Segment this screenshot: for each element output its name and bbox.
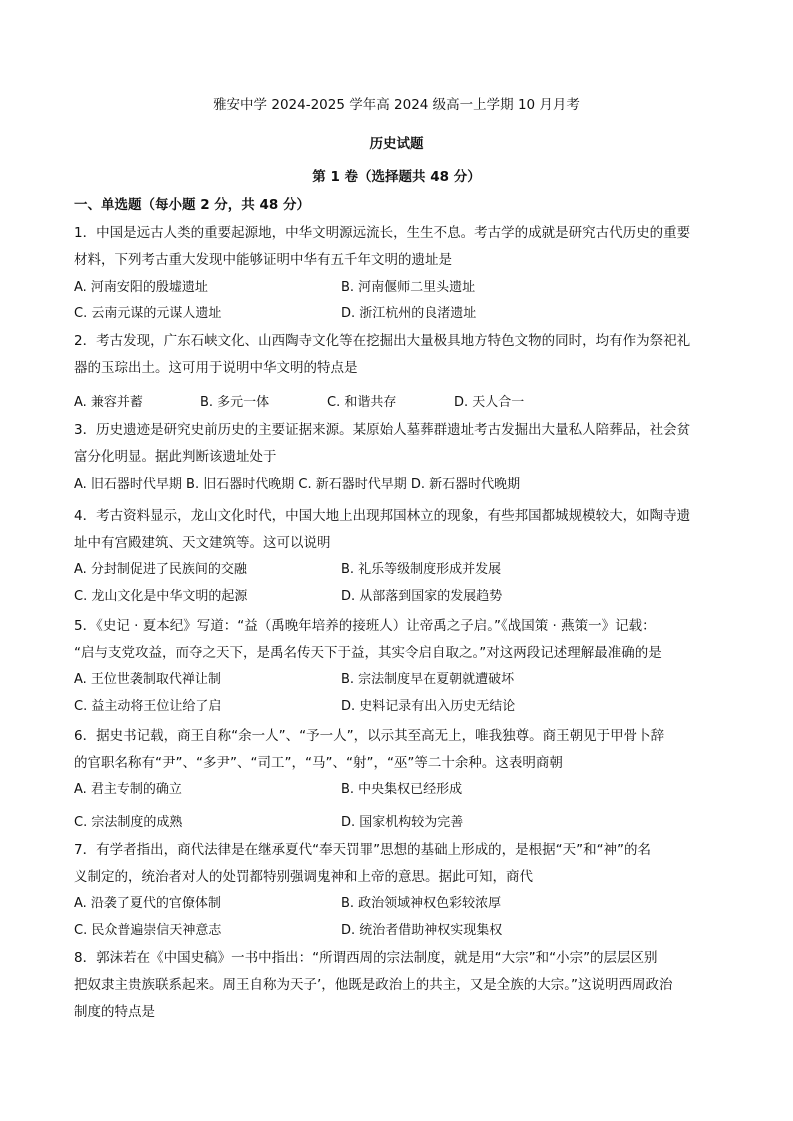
question-6-option-c: C. 宗法制度的成熟 — [74, 815, 183, 830]
question-4-option-a: A. 分封制促进了民族间的交融 — [74, 562, 247, 577]
question-2-option-d: D. 天人合一 — [454, 395, 525, 410]
question-6-option-b: B. 中央集权已经形成 — [341, 782, 463, 797]
question-6-option-d: D. 国家机构较为完善 — [341, 815, 464, 830]
section-heading: 一、单选题（每小题 2 分，共 48 分） — [74, 197, 310, 213]
question-4-option-d: D. 从部落到国家的发展趋势 — [341, 589, 503, 604]
question-2-option-b: B. 多元一体 — [200, 395, 270, 410]
question-1-option-b: B. 河南偃师二里头遗址 — [341, 280, 476, 295]
question-5-option-c: C. 益主动将王位让给了启 — [74, 699, 222, 714]
question-4-line-1: 4．考古资料显示，龙山文化时代，中国大地上出现邦国林立的现象，有些邦国都城规模较大，如陶寺遗 — [74, 508, 691, 524]
question-5-option-b: B. 宗法制度早在夏朝就遭破坏 — [341, 672, 515, 687]
exam-title: 雅安中学 2024-2025 学年高 2024 级高一上学期 10 月月考 — [213, 97, 580, 113]
question-7-option-a: A. 沿袭了夏代的官僚体制 — [74, 896, 221, 911]
question-6-line-1: 6．据史书记载，商王自称“余一人”、“予一人”，以示其至高无上，唯我独尊。商王朝见于甲骨卜辞 — [74, 728, 665, 744]
question-8-line-3: 制度的特点是 — [74, 1004, 155, 1020]
question-3-line-2: 富分化明显。据此判断该遗址处于 — [74, 449, 277, 465]
question-7-option-c: C. 民众普遍崇信天神意志 — [74, 923, 222, 938]
question-4-option-c: C. 龙山文化是中华文明的起源 — [74, 589, 248, 604]
question-5-line-1: 5．《史记 · 夏本纪》写道：“益（禹晚年培养的接班人）让帝禹之子启。”《战国策 · 燕策一》记载： — [74, 618, 656, 634]
question-1-option-a: A. 河南安阳的殷墟遗址 — [74, 280, 208, 295]
question-5-line-2: “启与支党攻益，而夺之天下，是禹名传天下于益，其实令启自取之。”对这两段记述理解最准确的是 — [74, 645, 662, 661]
question-4-line-2: 址中有宫殿建筑、天文建筑等。这可以说明 — [74, 535, 331, 551]
question-3-options: A. 旧石器时代早期 B. 旧石器时代晚期 C. 新石器时代早期 D. 新石器时代晚期 — [74, 477, 521, 492]
question-3-line-1: 3．历史遗迹是研究史前历史的主要证据来源。某原始人墓葬群遗址考古发掘出大量私人陪葬品，社会贫 — [74, 422, 691, 438]
question-8-line-1: 8．郭沫若在《中国史稿》一书中指出：“所谓西周的宗法制度，就是用“大宗”和“小宗”的层层区别 — [74, 950, 658, 966]
question-7-line-2: 义制定的，统治者对人的处罚都特别强调鬼神和上帝的意思。据此可知，商代 — [74, 869, 533, 885]
subject-title: 历史试题 — [369, 136, 424, 152]
question-2-option-c: C. 和谐共存 — [327, 395, 397, 410]
question-6-line-2: 的官职名称有“尹”、“多尹”、“司工”，“马”、“射”，“巫”等二十余种。这表明商朝 — [74, 755, 563, 771]
volume-heading: 第 1 卷（选择题共 48 分） — [312, 169, 481, 185]
question-1-option-d: D. 浙江杭州的良渚遗址 — [341, 306, 477, 321]
question-7-line-1: 7．有学者指出，商代法律是在继承夏代“奉天罚罪”思想的基础上形成的，是根据“天”和“神”的名 — [74, 842, 652, 858]
question-8-line-2: 把奴隶主贵族联系起来。周王自称为天子’，他既是政治上的共主，又是全族的大宗。”这说明西周政治 — [74, 977, 673, 993]
question-7-option-b: B. 政治领域神权色彩较浓厚 — [341, 896, 502, 911]
question-2-line-1: 2．考古发现，广东石峡文化、山西陶寺文化等在挖掘出大量极具地方特色文物的同时，均有作为祭祀礼 — [74, 333, 691, 349]
question-4-option-b: B. 礼乐等级制度形成并发展 — [341, 562, 502, 577]
question-1-line-2: 材料，下列考古重大发现中能够证明中华有五千年文明的遗址是 — [74, 252, 452, 268]
question-6-option-a: A. 君主专制的确立 — [74, 782, 182, 797]
question-1-option-c: C. 云南元谋的元谋人遗址 — [74, 306, 222, 321]
question-5-option-d: D. 史料记录有出入历史无结论 — [341, 699, 516, 714]
question-2-option-a: A. 兼容并蓄 — [74, 395, 143, 410]
question-5-option-a: A. 王位世袭制取代禅让制 — [74, 672, 221, 687]
question-2-line-2: 器的玉琮出土。这可用于说明中华文明的特点是 — [74, 360, 358, 376]
question-1-line-1: 1．中国是远古人类的重要起源地，中华文明源远流长，生生不息。考古学的成就是研究古代历史的重要 — [74, 225, 691, 241]
question-7-option-d: D. 统治者借助神权实现集权 — [341, 923, 503, 938]
